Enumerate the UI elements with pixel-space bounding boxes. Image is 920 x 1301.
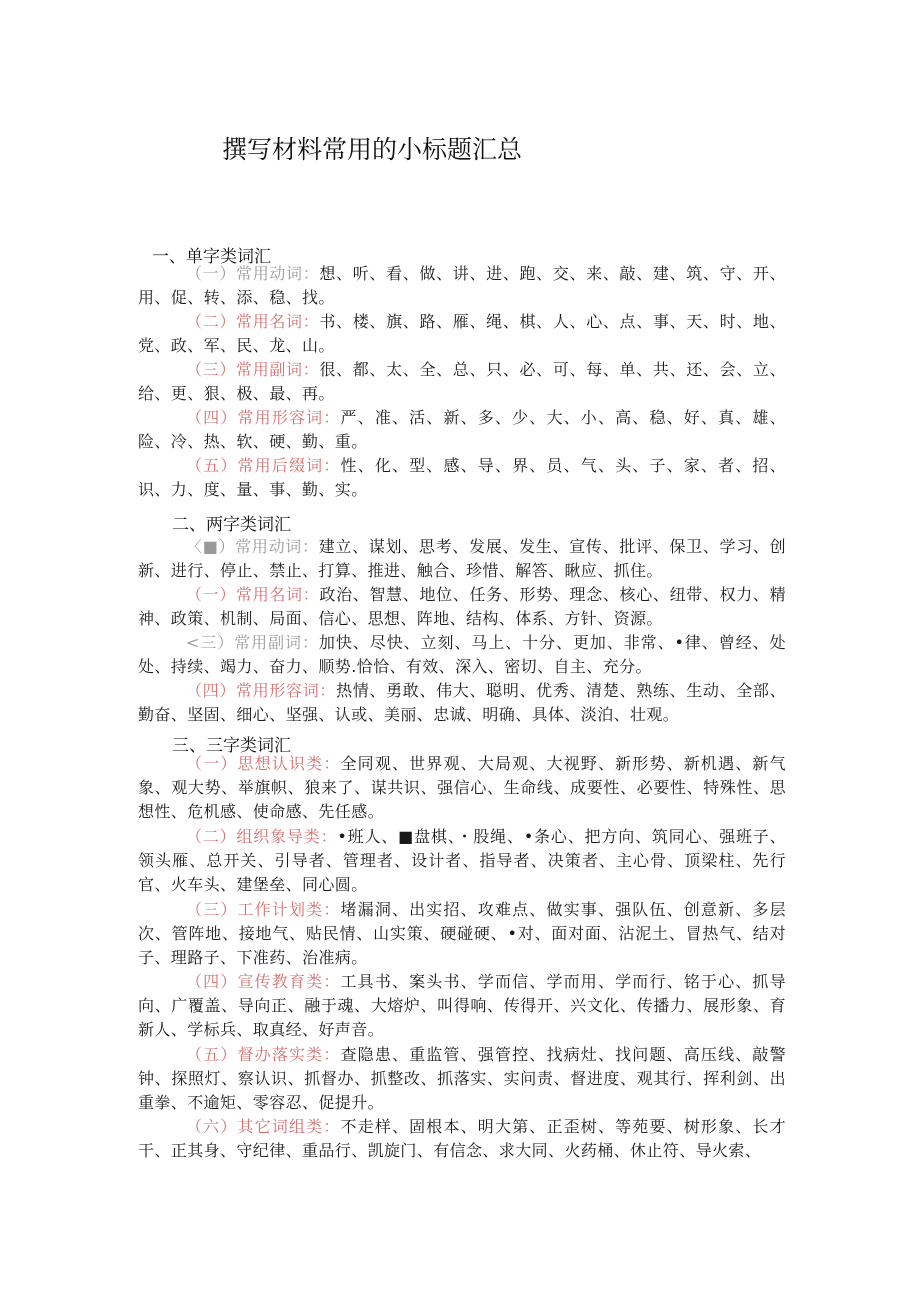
paragraph-text: 严、准、活、新、多、少、大、小、高、稳、好、真、雄、险、冷、热、软、硬、勤、重。 [138, 408, 786, 451]
page-title: 撰写材料常用的小标题汇总 [222, 135, 523, 164]
section-heading-2: 二、两字类词汇 [172, 515, 291, 535]
paragraph-3-5 [138, 1043, 786, 1115]
paragraph-text: 想、听、看、做、讲、进、跑、交、来、敲、建、筑、守、开、用、促、转、添、稳、找。 [138, 264, 787, 307]
paragraph-label: （一）常用名词： [186, 585, 320, 604]
paragraph-1-2 [138, 310, 786, 358]
paragraph-label: （四）常用形容词： [186, 681, 337, 700]
paragraph-label: （一）思想认识类： [186, 754, 341, 773]
paragraph-label: （六）其它词组类： [186, 1117, 341, 1136]
paragraph-3-4 [138, 970, 786, 1042]
paragraph-label: （二）组织象导类： [186, 827, 338, 846]
paragraph-text: 很、都、太、全、总、只、必、可、每、单、共、还、会、立、给、更、狠、极、最、再。 [138, 360, 787, 403]
paragraph-label: （五）常用后缀词： [186, 456, 341, 475]
paragraph-text: 全同观、世界观、大局观、大视野、新形势、新机遇、新气象、观大势、举旗帜、狼来了、谋共识、强信心、生命线、成要性、必要性、特殊性、思想性、危机感、使命感、先任感。 [138, 754, 786, 821]
paragraph-1-1 [138, 262, 786, 310]
paragraph-2-4 [138, 679, 786, 727]
section-heading-1: 一、单字类词汇 [152, 247, 271, 267]
paragraph-label: （四）宣传教育类： [186, 972, 341, 991]
paragraph-text: 热情、勇敢、伟大、聪明、优秀、清楚、熟练、生动、全部、勤奋、坚固、细心、坚强、认或、美丽、忠诚、明确、具体、淡泊、壮观。 [138, 681, 786, 724]
paragraph-text: 政治、智慧、地位、任务、形势、理念、核心、纽带、权力、精神、政策、机制、局面、信心、思想、阵地、结构、体系、方针、资源。 [138, 585, 787, 628]
paragraph-3-3 [138, 898, 786, 970]
paragraph-2-1 [138, 535, 786, 583]
paragraph-text: 堵漏洞、出实招、攻难点、做实事、强队伍、创意新、多层次、管阵地、接地气、贴民情、山实策、硬碰硬、•对、面对面、沾泥土、冒热气、结对子、理路子、下准药、治准病。 [138, 900, 786, 967]
paragraph-3-2 [138, 825, 786, 897]
paragraph-1-3 [138, 358, 786, 406]
paragraph-text: 不走样、固根本、明大第、正歪树、等苑要、树形象、长才干、正其身、守纪律、重品行、凯旋门、有信念、求大同、火药桶、休止符、导火索、 [138, 1117, 786, 1160]
paragraph-text: 工具书、案头书、学而信、学而用、学而行、铭于心、抓导向、广覆盖、导向正、融于魂、大熔炉、叫得响、传得开、兴文化、传播力、展形象、育新人、学标兵、取真经、好声音。 [138, 972, 786, 1039]
paragraph-3-6 [138, 1115, 786, 1163]
paragraph-label: 〈■）常用动词： [186, 537, 319, 556]
paragraph-1-5 [138, 454, 786, 502]
paragraph-2-2 [138, 583, 786, 631]
paragraph-text: 建立、谋划、思考、发展、发生、宣传、批评、保卫、学习、创新、进行、停止、禁止、打算、推进、触合、珍惜、解答、瞅应、抓住。 [138, 537, 786, 580]
paragraph-2-3 [138, 631, 786, 679]
paragraph-label: <三）常用副词： [186, 633, 319, 652]
paragraph-3-1 [138, 752, 786, 824]
paragraph-label: （三）常用副词： [186, 360, 320, 379]
paragraph-label: （四）常用形容词： [186, 408, 341, 427]
section-heading-3: 三、三字类词汇 [172, 736, 291, 756]
paragraph-label: （三）工作计划类： [186, 900, 341, 919]
paragraph-text: 书、楼、旗、路、雁、绳、棋、人、心、点、事、天、时、地、党、政、军、民、龙、山。 [138, 312, 787, 355]
paragraph-label: （一）常用动词： [186, 264, 320, 283]
paragraph-label: （五）督办落实类： [186, 1045, 341, 1064]
paragraph-text: 性、化、型、感、导、界、员、气、头、子、家、者、招、识、力、度、量、事、勤、实。 [138, 456, 786, 499]
paragraph-text: 加快、尽快、立刻、马上、十分、更加、非常、•律、曾经、处处、持续、竭力、奋力、顺势.恰恰、有效、深入、密切、自主、充分。 [138, 633, 787, 676]
paragraph-label: （二）常用名词： [186, 312, 320, 331]
paragraph-text: 查隐患、重监管、强管控、找病灶、找问题、高压线、敲警钟、探照灯、察认识、抓督办、抓整改、抓落实、实问责、督进度、观其行、挥利剑、出重拳、不逾矩、零容忍、促提升。 [138, 1045, 786, 1112]
paragraph-text: •班人、■盘棋、・股绳、•条心、把方向、筑同心、强班子、领头雁、总开关、引导者、管理者、设计者、指导者、决策者、主心骨、顶梁柱、先行官、火车头、建堡垒、同心圆。 [138, 827, 786, 894]
paragraph-1-4 [138, 406, 786, 454]
